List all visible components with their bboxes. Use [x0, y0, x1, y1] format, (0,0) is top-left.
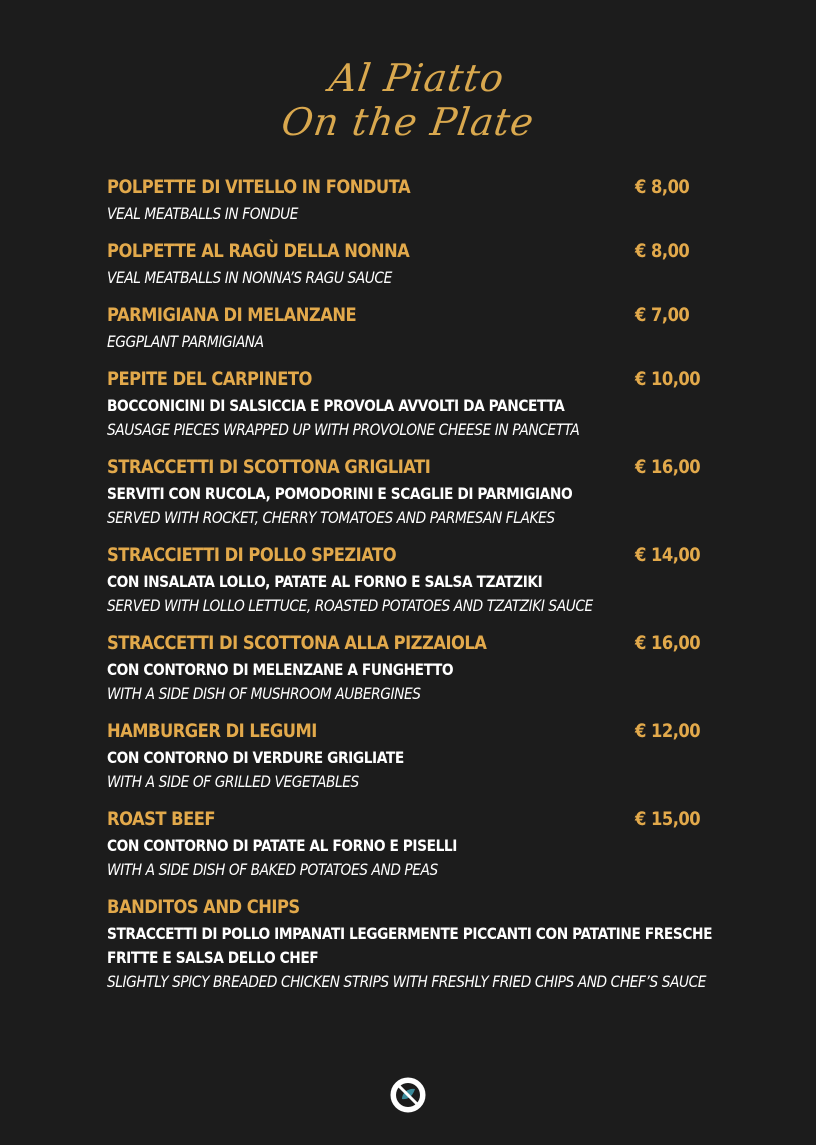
menu-item-price: € 16,00 — [635, 632, 701, 654]
menu-item-name: PEPITE DEL CARPINETO — [107, 368, 312, 390]
menu-item — [107, 720, 717, 794]
menu-item-description-english: WITH A SIDE OF GRILLED VEGETABLES — [107, 772, 359, 791]
menu-item-description-english: SLIGHTLY SPICY BREADED CHICKEN STRIPS WITH FRESHLY FRIED CHIPS AND CHEF’S SAUCE — [107, 972, 707, 991]
menu-item-description-english: EGGPLANT PARMIGIANA — [107, 332, 264, 351]
menu-item-description-english: SERVED WITH LOLLO LETTUCE, ROASTED POTATOES AND TZATZIKI SAUCE — [107, 596, 593, 615]
menu-item-name: STRACCIETTI DI POLLO SPEZIATO — [107, 544, 397, 566]
menu-item-name: POLPETTE AL RAGÙ DELLA NONNA — [107, 240, 410, 262]
menu-header — [0, 58, 816, 142]
menu-item-price: € 16,00 — [635, 456, 701, 478]
menu-item — [107, 240, 717, 290]
menu-item-price: € 15,00 — [635, 808, 701, 830]
menu-item — [107, 456, 717, 530]
menu-item-description-english: WITH A SIDE DISH OF BAKED POTATOES AND PEAS — [107, 860, 438, 879]
menu-item-description-english: WITH A SIDE DISH OF MUSHROOM AUBERGINES — [107, 684, 421, 703]
menu-item-description-english: VEAL MEATBALLS IN NONNA’S RAGU SAUCE — [107, 268, 392, 287]
menu-item-description-italian: CON CONTORNO DI PATATE AL FORNO E PISELLI — [107, 836, 457, 855]
page-title-english: On the Plate — [278, 100, 538, 144]
menu-item-description-italian: CON CONTORNO DI MELENZANE A FUNGHETTO — [107, 660, 454, 679]
menu-item — [107, 896, 717, 994]
menu-item-name: STRACCETTI DI SCOTTONA GRIGLIATI — [107, 456, 431, 478]
menu-item-description-english: SERVED WITH ROCKET, CHERRY TOMATOES AND PARMESAN FLAKES — [107, 508, 555, 527]
menu-list — [107, 176, 717, 1008]
menu-item-description-italian: SERVITI CON RUCOLA, POMODORINI E SCAGLIE DI PARMIGIANO — [107, 484, 573, 503]
menu-item-price: € 12,00 — [635, 720, 701, 742]
page-title-italian: Al Piatto — [326, 56, 508, 100]
menu-item-name: PARMIGIANA DI MELANZANE — [107, 304, 357, 326]
no-gluten-icon — [389, 1076, 427, 1114]
menu-item-price: € 7,00 — [635, 304, 690, 326]
menu-item-name: ROAST BEEF — [107, 808, 216, 830]
menu-item-description-english: VEAL MEATBALLS IN FONDUE — [107, 204, 299, 223]
menu-item — [107, 544, 717, 618]
menu-item-description-italian: CON INSALATA LOLLO, PATATE AL FORNO E SALSA TZATZIKI — [107, 572, 543, 591]
menu-item-description-italian: BOCCONICINI DI SALSICCIA E PROVOLA AVVOLTI DA PANCETTA — [107, 396, 565, 415]
menu-item-price: € 10,00 — [635, 368, 701, 390]
menu-item-name: STRACCETTI DI SCOTTONA ALLA PIZZAIOLA — [107, 632, 487, 654]
menu-item — [107, 368, 717, 442]
menu-item — [107, 632, 717, 706]
menu-item-price: € 8,00 — [635, 176, 690, 198]
menu-item-name: POLPETTE DI VITELLO IN FONDUTA — [107, 176, 411, 198]
menu-item-name: HAMBURGER DI LEGUMI — [107, 720, 317, 742]
menu-item — [107, 304, 717, 354]
menu-item-description-english: SAUSAGE PIECES WRAPPED UP WITH PROVOLONE CHEESE IN PANCETTA — [107, 420, 580, 439]
menu-item-description-italian: STRACCETTI DI POLLO IMPANATI LEGGERMENTE PICCANTI CON PATATINE FRESCHE FRITTE E SALSA DELLO CHEF — [107, 924, 713, 967]
menu-item-name: BANDITOS AND CHIPS — [107, 896, 300, 918]
menu-item-price: € 14,00 — [635, 544, 701, 566]
menu-item-description-italian: CON CONTORNO DI VERDURE GRIGLIATE — [107, 748, 404, 767]
menu-item — [107, 176, 717, 226]
menu-item-price: € 8,00 — [635, 240, 690, 262]
menu-item — [107, 808, 717, 882]
